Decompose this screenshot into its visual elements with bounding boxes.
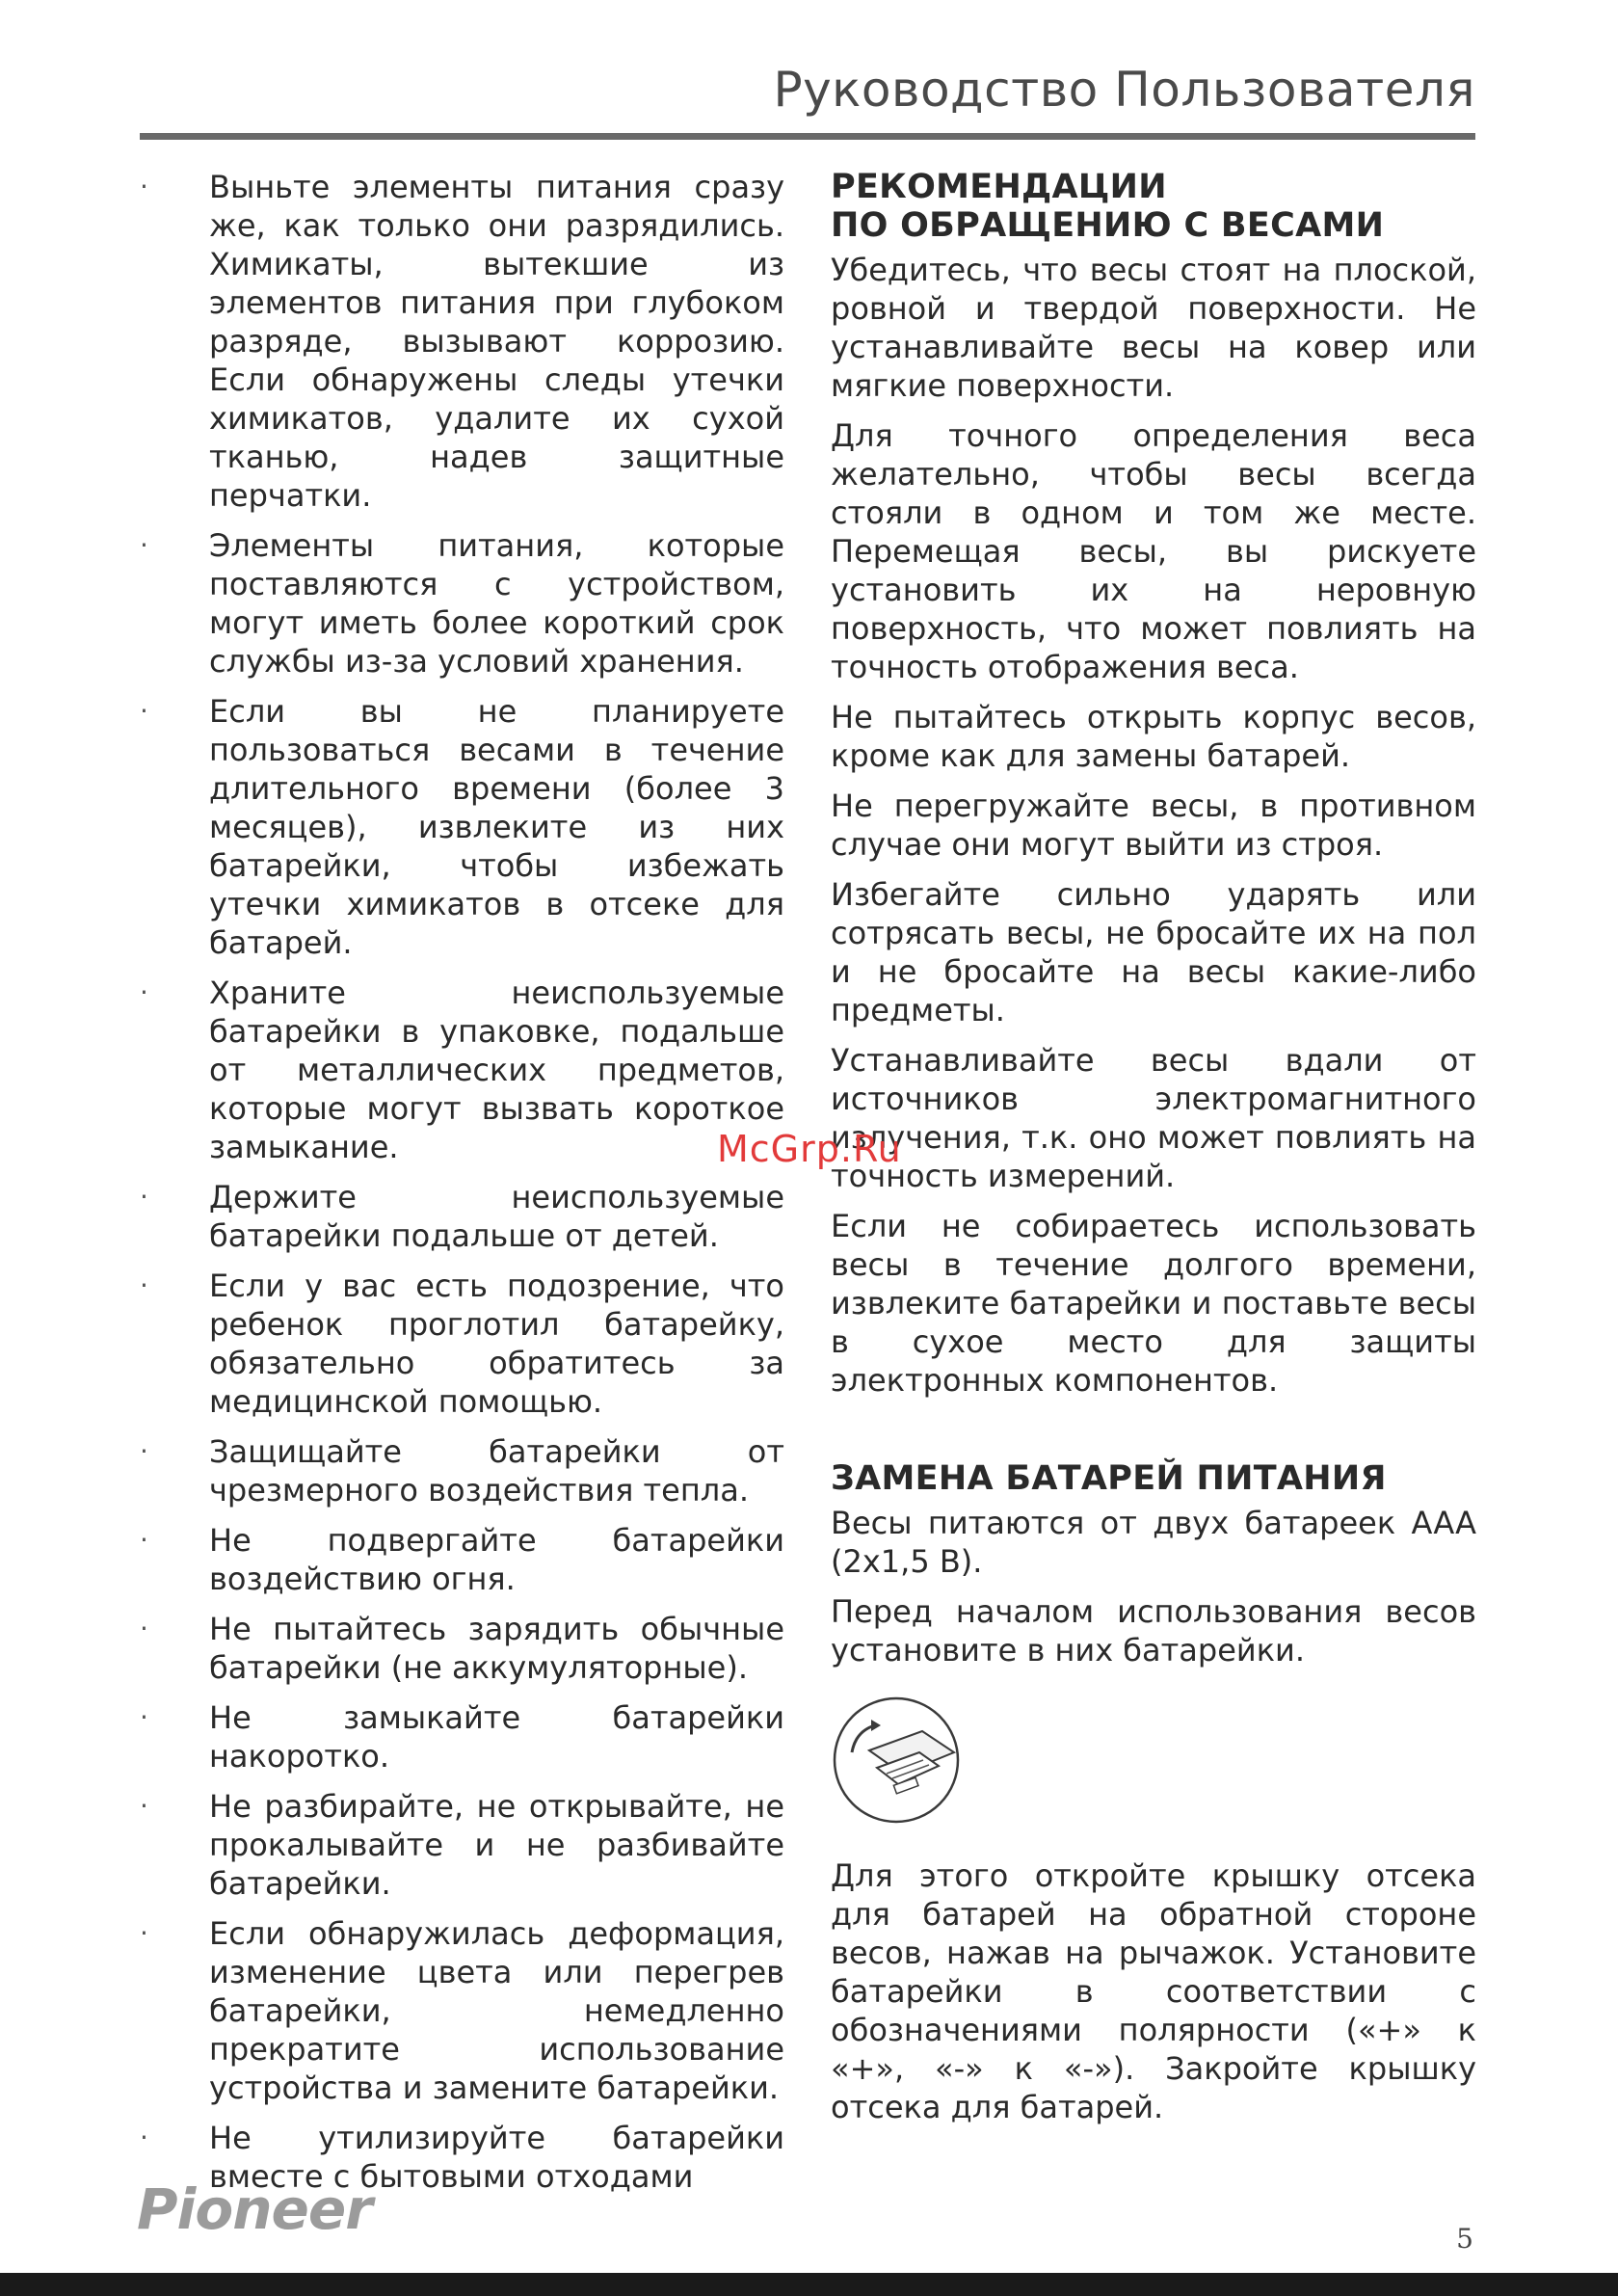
bullet-text: Держите неиспользуемые батарейки подальше от детей.: [209, 1179, 784, 1254]
care-paragraph: Для точного определения веса желательно, чтобы весы всегда стояли в одном и том же месте. Перемещая весы, вы рискуете установить их на неровную поверхность, что может повлиять на точность отображения веса.: [831, 417, 1476, 685]
bullet-item: [135, 974, 784, 1166]
bullet-text: Если обнаружилась деформация, изменение цвета или перегрев батарейки, немедленно прекратите использование устройства и замените батарейки.: [209, 1915, 784, 2106]
care-paragraph: Избегайте сильно ударять или сотрясать весы, не бросайте их на пол и не бросайте на весы какие-либо предметы.: [831, 876, 1476, 1028]
bullet-item: [135, 1610, 784, 1687]
care-paragraph: Убедитесь, что весы стоят на плоской, ровной и твердой поверхности. Не устанавливайте весы на ковер или мягкие поверхности.: [831, 252, 1476, 404]
bullet-text: Выньте элементы питания сразу же, как только они разрядились. Химикаты, вытекшие из элементов питания при глубоком разряде, вызывают коррозию. Если обнаружены следы утечки химикатов, удалите их сухой тканью, надев защитные перчатки.: [209, 169, 784, 514]
bullet-text: Не разбирайте, не открывайте, не прокалывайте и не разбивайте батарейки.: [209, 1788, 784, 1902]
replace-heading: ЗАМЕНА БАТАРЕЙ ПИТАНИЯ: [831, 1459, 1387, 1498]
bullet-text: Не утилизируйте батарейки вместе с бытовыми отходами: [209, 2120, 784, 2195]
bullet-item: [135, 1432, 784, 1509]
bullet-item: [135, 1787, 784, 1903]
bullet-dot: ·: [140, 529, 148, 561]
bullet-item: [135, 1914, 784, 2107]
bottom-edge-bar: [0, 2273, 1618, 2296]
bullet-text: Элементы питания, которые поставляются с устройством, могут иметь более короткий срок службы из-за условий хранения.: [209, 527, 784, 680]
bullet-text: Не пытайтесь зарядить обычные батарейки (не аккумуляторные).: [209, 1611, 784, 1686]
bullet-text: Если вы не планируете пользоваться весами в течение длительного времени (более 3 месяцев), извлеките из них батарейки, чтобы избежать утечки химикатов в отсеке для батарей.: [209, 693, 784, 961]
bullet-dot: ·: [140, 1435, 148, 1467]
bullet-item: [135, 1267, 784, 1421]
page-number: 5: [1456, 2223, 1473, 2255]
replace-paragraph: Весы питаются от двух батареек AAA (2x1,5 В).: [831, 1505, 1476, 1580]
bullet-item: [135, 1698, 784, 1775]
bullet-dot: ·: [140, 1524, 148, 1556]
care-paragraph: Если не собираетесь использовать весы в течение долгого времени, извлеките батарейки и поставьте весы в сухое место для защиты электронных компонентов.: [831, 1208, 1476, 1399]
bullet-text: Не замыкайте батарейки накоротко.: [209, 1699, 784, 1775]
watermark-text: McGrp.Ru: [717, 1128, 902, 1170]
bullet-dot: ·: [140, 1181, 148, 1213]
replace-instructions: Для этого откройте крышку отсека для батарей на обратной стороне весов, нажав на рычажок. Установите батарейки в соответствии с обозначениями полярности («+» к «+», «-» к «-»). Закройте крышку отсека для батарей.: [831, 1857, 1476, 2125]
bullet-dot: ·: [140, 976, 148, 1008]
replace-paragraph: Перед началом использования весов установите в них батарейки.: [831, 1593, 1476, 1669]
care-paragraph: Не перегружайте весы, в противном случае они могут выйти из строя.: [831, 788, 1476, 863]
care-heading-line1: РЕКОМЕНДАЦИИ: [831, 168, 1167, 206]
bullet-dot: ·: [140, 695, 148, 727]
bullet-text: Храните неиспользуемые батарейки в упаковке, подальше от металлических предметов, которые могут вызвать короткое замыкание.: [209, 974, 784, 1165]
bullet-item: [135, 168, 784, 515]
bullet-text: Защищайте батарейки от чрезмерного воздействия тепла.: [209, 1433, 784, 1508]
pioneer-logo: Pioneer: [137, 2176, 372, 2242]
bullet-text: Не подвергайте батарейки воздействию огня.: [209, 1522, 784, 1597]
bullet-item: [135, 1178, 784, 1255]
care-paragraph: Устанавливайте весы вдали от источников электромагнитного излучения, т.к. оно может повлиять на точность измерений.: [831, 1042, 1476, 1194]
bullet-dot: ·: [140, 2122, 148, 2153]
bullet-item: [135, 1521, 784, 1598]
bullet-text: Если у вас есть подозрение, что ребенок проглотил батарейку, обязательно обратитесь за медицинской помощью.: [209, 1268, 784, 1420]
header-divider: [140, 133, 1475, 140]
left-column: [135, 168, 784, 2207]
battery-compartment-icon: [831, 1693, 966, 1828]
bullet-dot: ·: [140, 1269, 148, 1301]
bullet-dot: ·: [140, 171, 148, 202]
bullet-dot: ·: [140, 1701, 148, 1733]
bullet-dot: ·: [140, 1790, 148, 1822]
care-heading-line2: ПО ОБРАЩЕНИЮ С ВЕСАМИ: [831, 206, 1385, 245]
page-header-title: Руководство Пользователя: [773, 62, 1475, 118]
bullet-item: [135, 526, 784, 681]
right-column: [831, 168, 1476, 2138]
bullet-dot: ·: [140, 1917, 148, 1949]
care-heading: [831, 168, 1476, 245]
bullet-dot: ·: [140, 1613, 148, 1644]
bullet-item: [135, 692, 784, 962]
care-paragraph: Не пытайтесь открыть корпус весов, кроме как для замены батарей.: [831, 699, 1476, 774]
